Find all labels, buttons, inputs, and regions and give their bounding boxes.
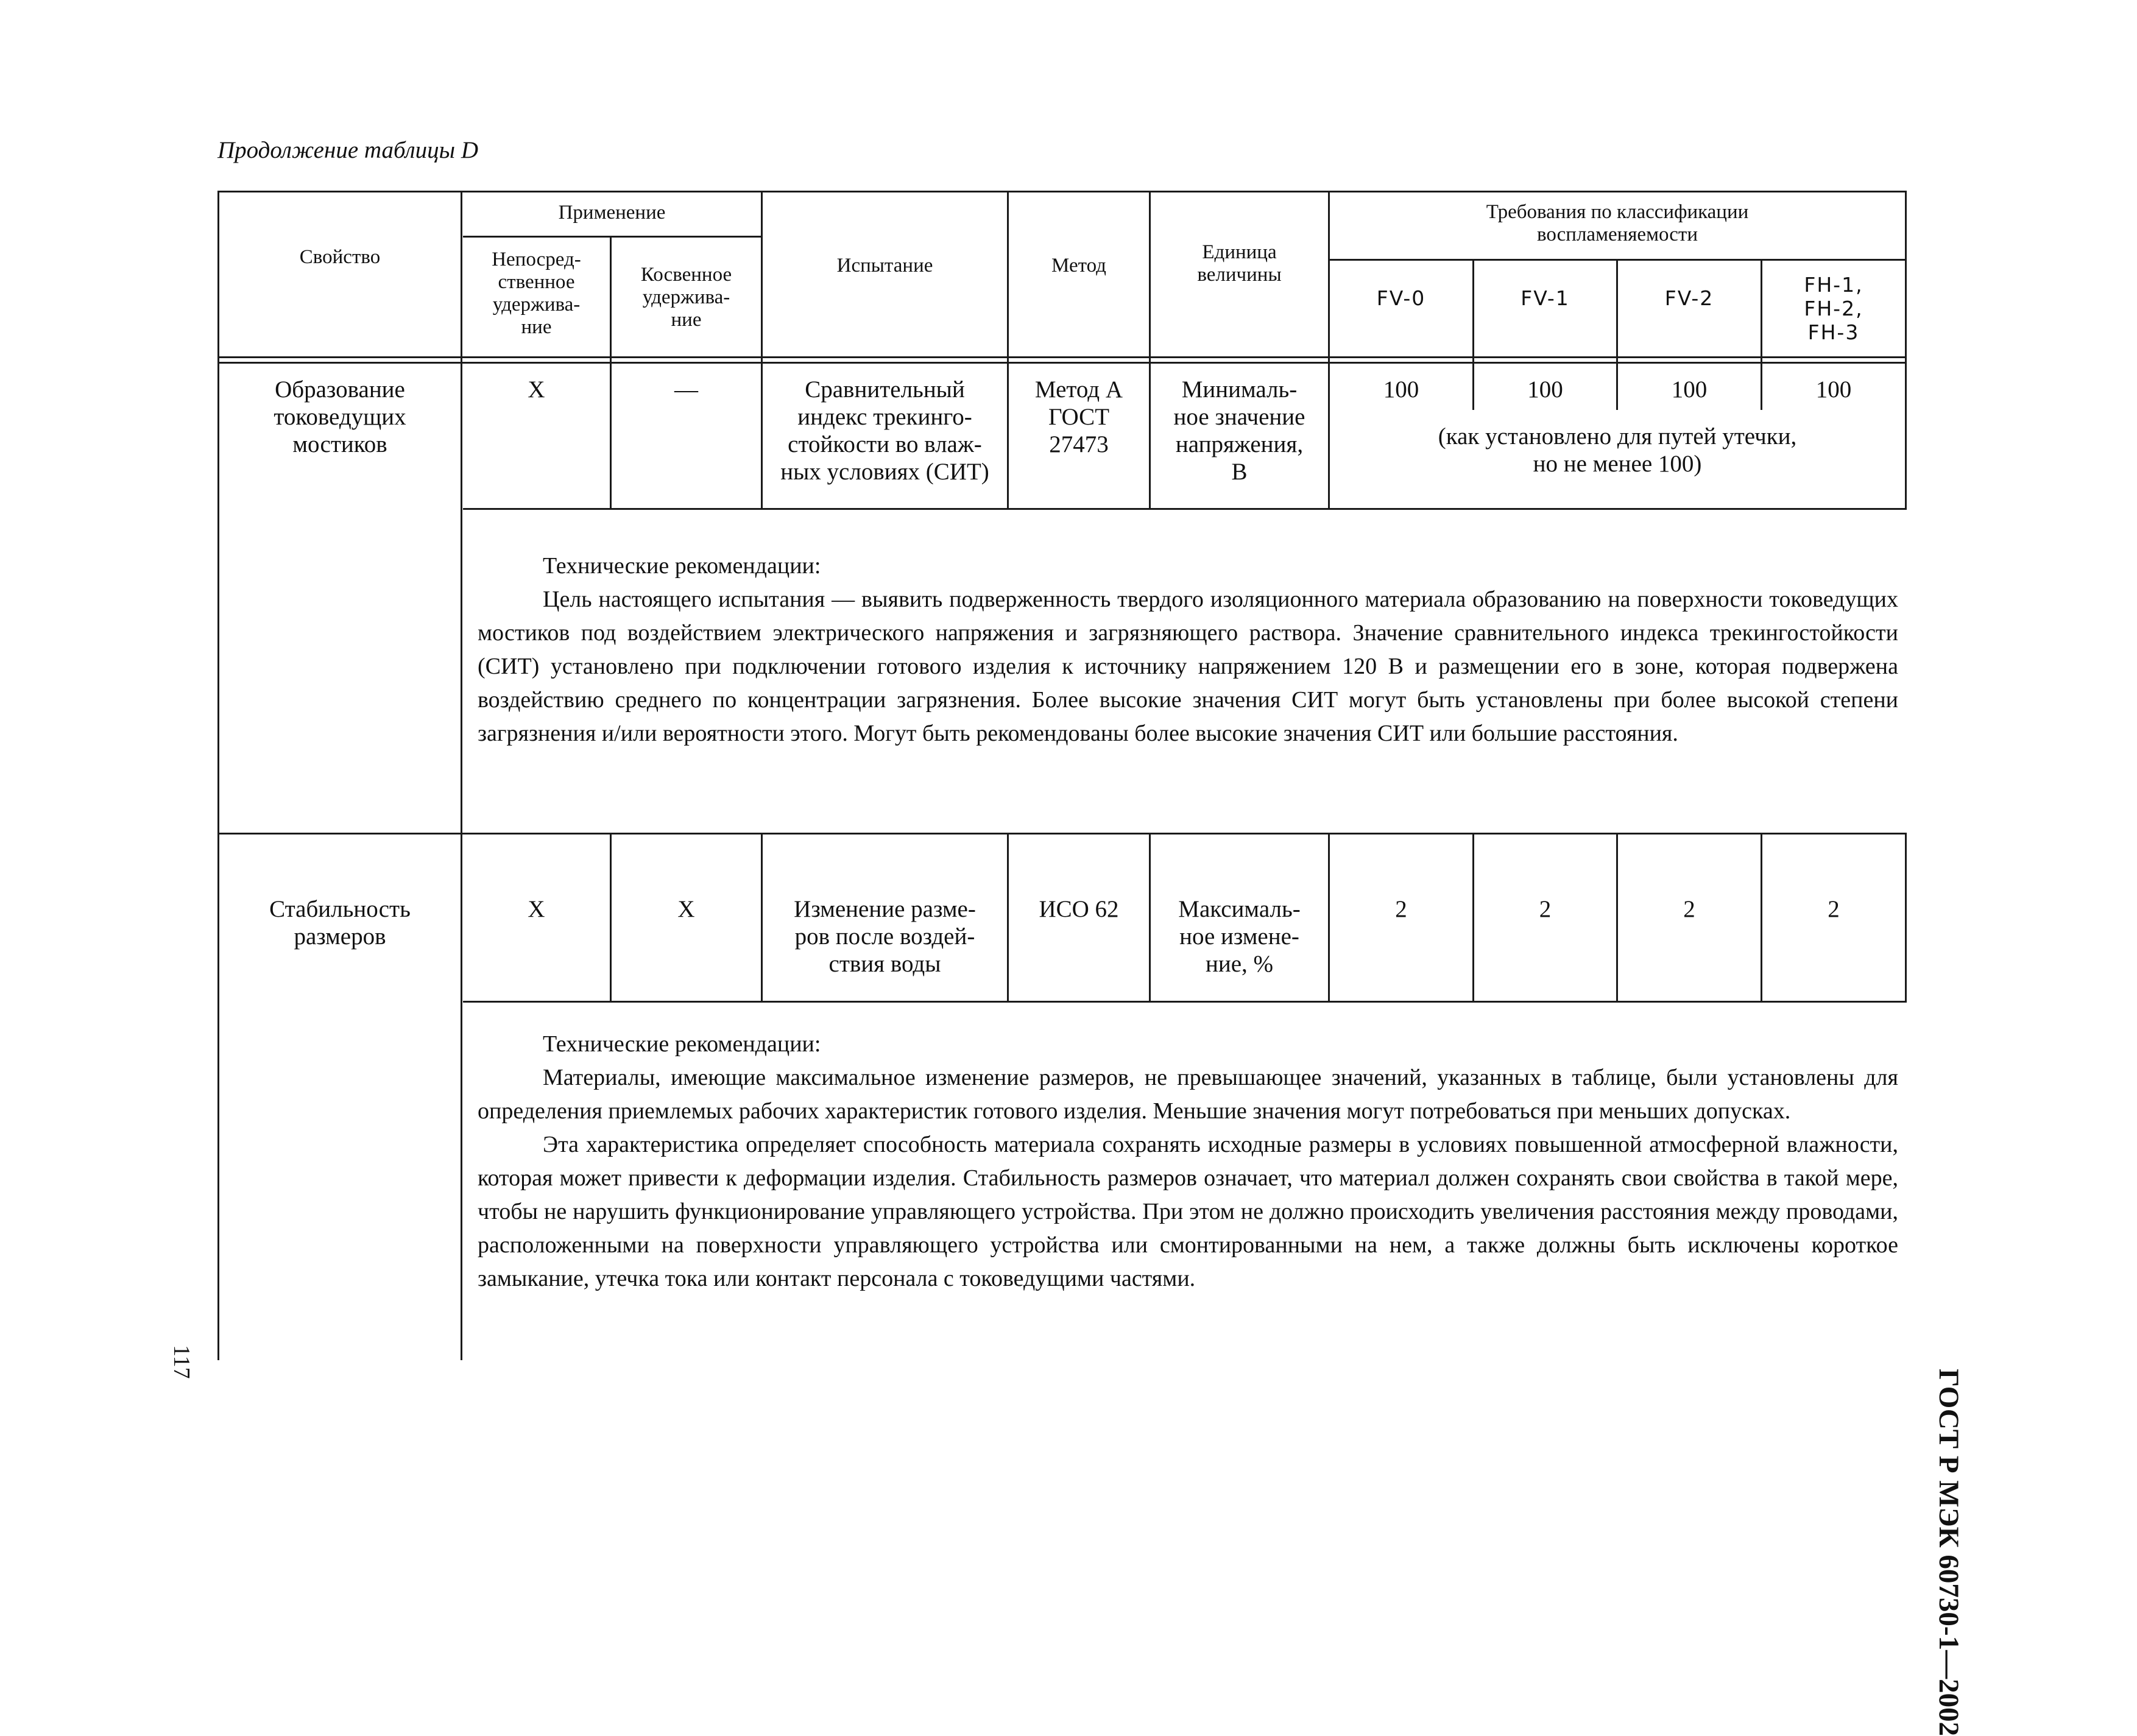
row1-fh: 100 <box>1815 376 1852 403</box>
row2-method: ИСО 62 <box>1039 896 1119 922</box>
header-requirements: Требования по классификации воспламеняемости <box>1486 201 1749 245</box>
row1-method: Метод А ГОСТ 27473 <box>1034 376 1123 457</box>
notes-paragraph: Материалы, имеющие максимальное изменение размеров, не превышающее значений, указанных в таблице, были установлены для определения приемлемых рабочих характеристик готового изделия. Меньшие значения могут потребоваться при меньших допусках. <box>478 1065 1898 1124</box>
row2-unit: Максималь- ное измене- ние, % <box>1178 896 1301 977</box>
row2-test: Изменение разме- ров после воздей- ствия воды <box>794 896 976 977</box>
header-fv0: FV-0 <box>1376 286 1426 310</box>
header-fv1: FV-1 <box>1521 286 1570 310</box>
row1-indirect: — <box>674 376 698 403</box>
row1-fv2: 100 <box>1671 376 1708 403</box>
standard-designation: ГОСТ Р МЭК 60730-1—2002 <box>1933 1369 1965 1736</box>
row2-direct: X <box>528 896 545 922</box>
page-number: 117 <box>169 1345 194 1379</box>
header-unit: Единица величины <box>1197 241 1282 286</box>
notes-heading: Технические рекомендации: <box>543 1031 821 1057</box>
row1-property: Образование токоведущих мостиков <box>274 376 406 457</box>
header-method: Метод <box>1051 255 1106 277</box>
row2-technical-notes <box>478 1028 1898 1296</box>
row1-fv0: 100 <box>1383 376 1419 403</box>
notes-paragraph: Эта характеристика определяет способность материала сохранять исходные размеры в условиях повышенной атмосферной влажности, которая может привести к деформации изделия. Стабильность размеров означает, что материал должен сохранять свои свойства в такой мере, чтобы не нарушить функционирование управляющего устройства. При этом не должно происходить увеличения расстояния между проводами, расположенными на поверхности управляющего устройства или смонтированными на нем, а также должны быть исключены короткое замыкание, утечка тока или контакт персонала с токоведущими частями. <box>478 1132 1898 1291</box>
row1-technical-notes <box>478 549 1898 750</box>
notes-heading: Технические рекомендации: <box>543 553 821 579</box>
row2-fh: 2 <box>1828 896 1840 922</box>
header-test: Испытание <box>836 255 933 277</box>
row1-unit: Минималь- ное значение напряжения, В <box>1173 376 1305 485</box>
row2-fv1: 2 <box>1539 896 1552 922</box>
row1-test: Сравнительный индекс трекинго- стойкости во влаж- ных условиях (СИТ) <box>780 376 989 485</box>
row2-indirect: X <box>677 896 695 922</box>
row1-requirement-note: (как установлено для путей утечки, но не менее 100) <box>1438 423 1797 477</box>
header-indirect: Косвенное удержива- ние <box>640 264 732 331</box>
table-caption: Продолжение таблицы D <box>217 137 479 163</box>
header-fh: FH-1, FH-2, FH-3 <box>1804 273 1863 344</box>
header-property: Свойство <box>299 246 381 268</box>
row2-property: Стабильность размеров <box>269 896 411 950</box>
header-direct: Непосред- ственное удержива- ние <box>492 249 581 338</box>
row1-direct: X <box>528 376 545 403</box>
header-application: Применение <box>558 202 666 224</box>
notes-paragraph: Цель настоящего испытания — выявить подверженность твердого изоляционного материала образованию на поверхности токоведущих мостиков под воздействием электрического напряжения и загрязняющего раствора. Значение сравнительного индекса трекингостойкости (СИТ) установлено при подключении готового изделия к источнику напряжением 120 В и размещении его в зоне, которая подвержена воздействию среднего по концентрации загрязнения. Более высокие значения СИТ могут быть установлены при более высокой степени загрязнения и/или вероятности этого. Могут быть рекомендованы более высокие значения СИТ или большие расстояния. <box>478 587 1898 746</box>
row2-fv0: 2 <box>1395 896 1407 922</box>
row1-fv1: 100 <box>1527 376 1563 403</box>
header-fv2: FV-2 <box>1664 286 1714 310</box>
row2-fv2: 2 <box>1683 896 1695 922</box>
